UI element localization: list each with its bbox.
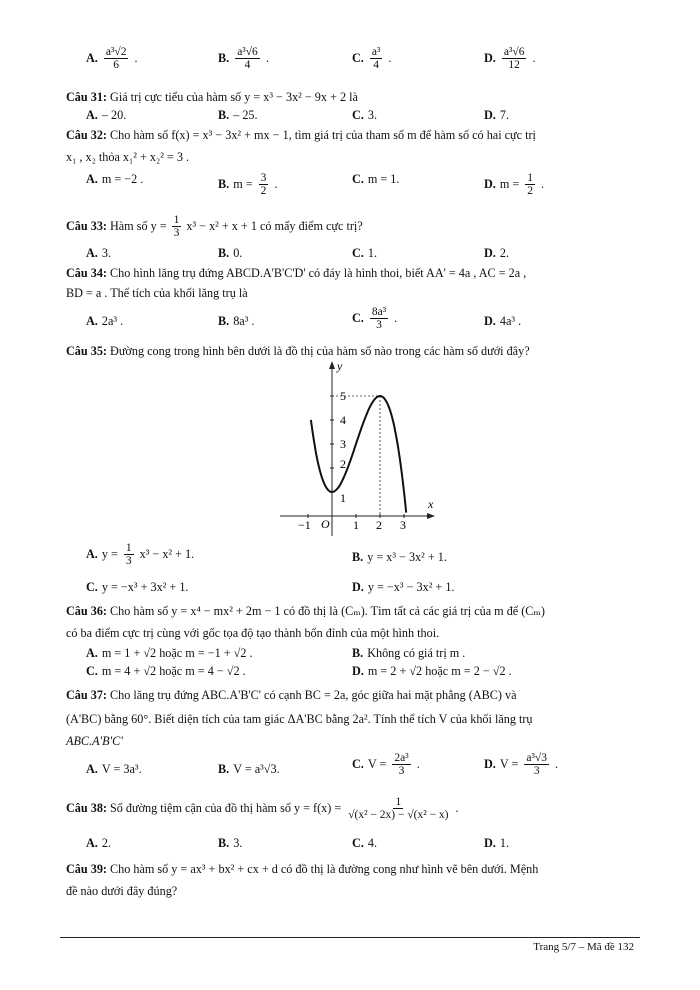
x-tick-label: 2: [376, 518, 382, 532]
q30-option-a[interactable]: A. $\frac{\text{a³√2}}{6}$ .: [86, 46, 138, 72]
q35-option-c[interactable]: C. y = −x³ + 3x² + 1.: [86, 580, 189, 594]
q38-option-a[interactable]: A. 2.: [86, 836, 111, 850]
q32-stem: Câu 32: Cho hàm số f(x) = x³ − 3x² + mx − 1, tìm giá trị của tham số m để hàm số có hai cực trị: [66, 128, 536, 142]
q33-option-d[interactable]: D. 2.: [484, 246, 509, 260]
q31-options: [86, 108, 646, 128]
q36-options-1: [86, 646, 646, 666]
q35-option-b[interactable]: B. y = x³ − 3x² + 1.: [352, 550, 447, 564]
q38-option-d[interactable]: D. 1.: [484, 836, 509, 850]
q37-option-b[interactable]: B. V = a³√3.: [218, 762, 280, 776]
q35-options-1: [86, 542, 646, 572]
q36-option-b[interactable]: B. Không có giá trị m .: [352, 646, 466, 660]
q34-option-d[interactable]: D. 4a³ .: [484, 314, 522, 328]
y-axis-label: y: [337, 359, 343, 373]
q35-options-2: [86, 580, 646, 600]
cubic-graph: [280, 358, 440, 538]
q33-stem: Câu 33: Hàm số y = $\frac{1}{3}$ x³ − x² + x + 1 có mấy điểm cực trị?: [66, 214, 363, 240]
q33-option-b[interactable]: B. 0.: [218, 246, 243, 260]
x-tick-label: 1: [353, 518, 359, 532]
y-axis-arrow-icon: [329, 361, 335, 369]
q38-option-c[interactable]: C. 4.: [352, 836, 377, 850]
q37-option-d[interactable]: D. V = $\frac{\text{a³√3}}{3}$ .: [484, 752, 559, 778]
x-axis-label: x: [428, 497, 434, 511]
x-tick-label: 3: [400, 518, 406, 532]
q36-stem-cont: có ba điểm cực trị cùng với gốc tọa độ tạo thành bốn đỉnh của một hình thoi.: [66, 626, 440, 640]
q36-stem: Câu 36: Cho hàm số y = x⁴ − mx² + 2m − 1 có đồ thị là (Cₘ). Tìm tất cả các giá trị của m để (Cₘ): [66, 604, 545, 618]
q30-options: [86, 46, 646, 80]
q38-stem: Câu 38: Số đường tiệm cận của đồ thị hàm số y = f(x) = $\frac{1}{\text{√(x² − 2x) − √(x² − x)}}$ .: [66, 796, 459, 822]
q37-stem-cont: (A'BC) bằng 60°. Biết diện tích của tam giác ΔA'BC bằng 2a². Tính thể tích V của khối lăng trụ: [66, 712, 533, 726]
q34-stem-cont: BD = a . Thể tích của khối lăng trụ là: [66, 286, 248, 300]
q38-options: [86, 836, 646, 856]
q34-option-b[interactable]: B. 8a³ .: [218, 314, 255, 328]
q37-stem: Câu 37: Cho lăng trụ đứng ABC.A'B'C' có cạnh BC = 2a, góc giữa hai mặt phẳng (ABC) và: [66, 688, 517, 702]
origin-label: O: [321, 517, 330, 531]
q39-stem: Câu 39: Cho hàm số y = ax³ + bx² + cx + d có đồ thị là đường cong như hình vẽ bên dưới. Mệnh: [66, 862, 539, 876]
q35-option-d[interactable]: D. y = −x³ − 3x² + 1.: [352, 580, 455, 594]
q34-option-c[interactable]: C. $\frac{\text{8a³}}{3}$ .: [352, 306, 398, 332]
q36-option-c[interactable]: C. m = 4 + √2 hoặc m = 4 − √2 .: [86, 664, 246, 678]
q31-option-c[interactable]: C. 3.: [352, 108, 377, 122]
x-tick-label: −1: [298, 518, 311, 532]
q37-option-c[interactable]: C. V = $\frac{\text{2a³}}{3}$ .: [352, 752, 420, 778]
y-tick-label: 4: [340, 413, 346, 427]
q38-option-b[interactable]: B. 3.: [218, 836, 243, 850]
q36-options-2: [86, 664, 646, 684]
q31-option-b[interactable]: B. – 25.: [218, 108, 258, 122]
q34-stem: Câu 34: Cho hình lăng trụ đứng ABCD.A'B'C'D' có đáy là hình thoi, biết AA' = 4a , AC = 2a ,: [66, 266, 527, 280]
q37-options: [86, 752, 646, 786]
q32-option-b[interactable]: B. m = $\frac{3}{2}$ .: [218, 172, 278, 198]
q33-option-c[interactable]: C. 1.: [352, 246, 377, 260]
cubic-curve: [311, 396, 406, 513]
x-axis-arrow-icon: [427, 513, 435, 519]
q35-stem: Câu 35: Đường cong trong hình bên dưới là đồ thị của hàm số nào trong các hàm số dưới đây?: [66, 344, 530, 358]
q30-option-d[interactable]: D. $\frac{\text{a³√6}}{12}$ .: [484, 46, 536, 72]
q32-stem-cont: x₁ , x₂ thỏa x₁² + x₂² = 3 .: [66, 150, 190, 164]
q33-options: [86, 246, 646, 266]
q33-option-a[interactable]: A. 3.: [86, 246, 111, 260]
q32-options: [86, 172, 646, 202]
footer-divider: [60, 937, 640, 938]
q36-option-a[interactable]: A. m = 1 + √2 hoặc m = −1 + √2 .: [86, 646, 253, 660]
q30-option-b[interactable]: B. $\frac{\text{a³√6}}{4}$ .: [218, 46, 269, 72]
y-tick-label: 3: [340, 437, 346, 451]
q36-option-d[interactable]: D. m = 2 + √2 hoặc m = 2 − √2 .: [352, 664, 512, 678]
q32-option-c[interactable]: C. m = 1.: [352, 172, 400, 186]
y-tick-label: 1: [340, 491, 346, 505]
y-tick-label: 5: [340, 389, 346, 403]
q32-option-d[interactable]: D. m = $\frac{1}{2}$ .: [484, 172, 545, 198]
q37-option-a[interactable]: A. V = 3a³.: [86, 762, 142, 776]
q35-option-a[interactable]: A. y = $\frac{1}{3}$ x³ − x² + 1.: [86, 542, 195, 568]
q31-option-a[interactable]: A. – 20.: [86, 108, 127, 122]
q39-stem-cont: đề nào dưới đây đúng?: [66, 884, 178, 898]
q31-stem: Câu 31: Giá trị cực tiểu của hàm số y = x³ − 3x² − 9x + 2 là: [66, 90, 358, 104]
y-tick-label: 2: [340, 457, 346, 471]
q32-option-a[interactable]: A. m = −2 .: [86, 172, 144, 186]
page-footer: Trang 5/7 – Mã đề 132: [533, 941, 634, 953]
q34-option-a[interactable]: A. 2a³ .: [86, 314, 124, 328]
q30-option-c[interactable]: C. $\frac{\text{a³}}{4}$ .: [352, 46, 392, 72]
q31-option-d[interactable]: D. 7.: [484, 108, 509, 122]
q37-stem-cont2: ABC.A'B'C': [66, 734, 123, 748]
q34-options: [86, 306, 646, 340]
